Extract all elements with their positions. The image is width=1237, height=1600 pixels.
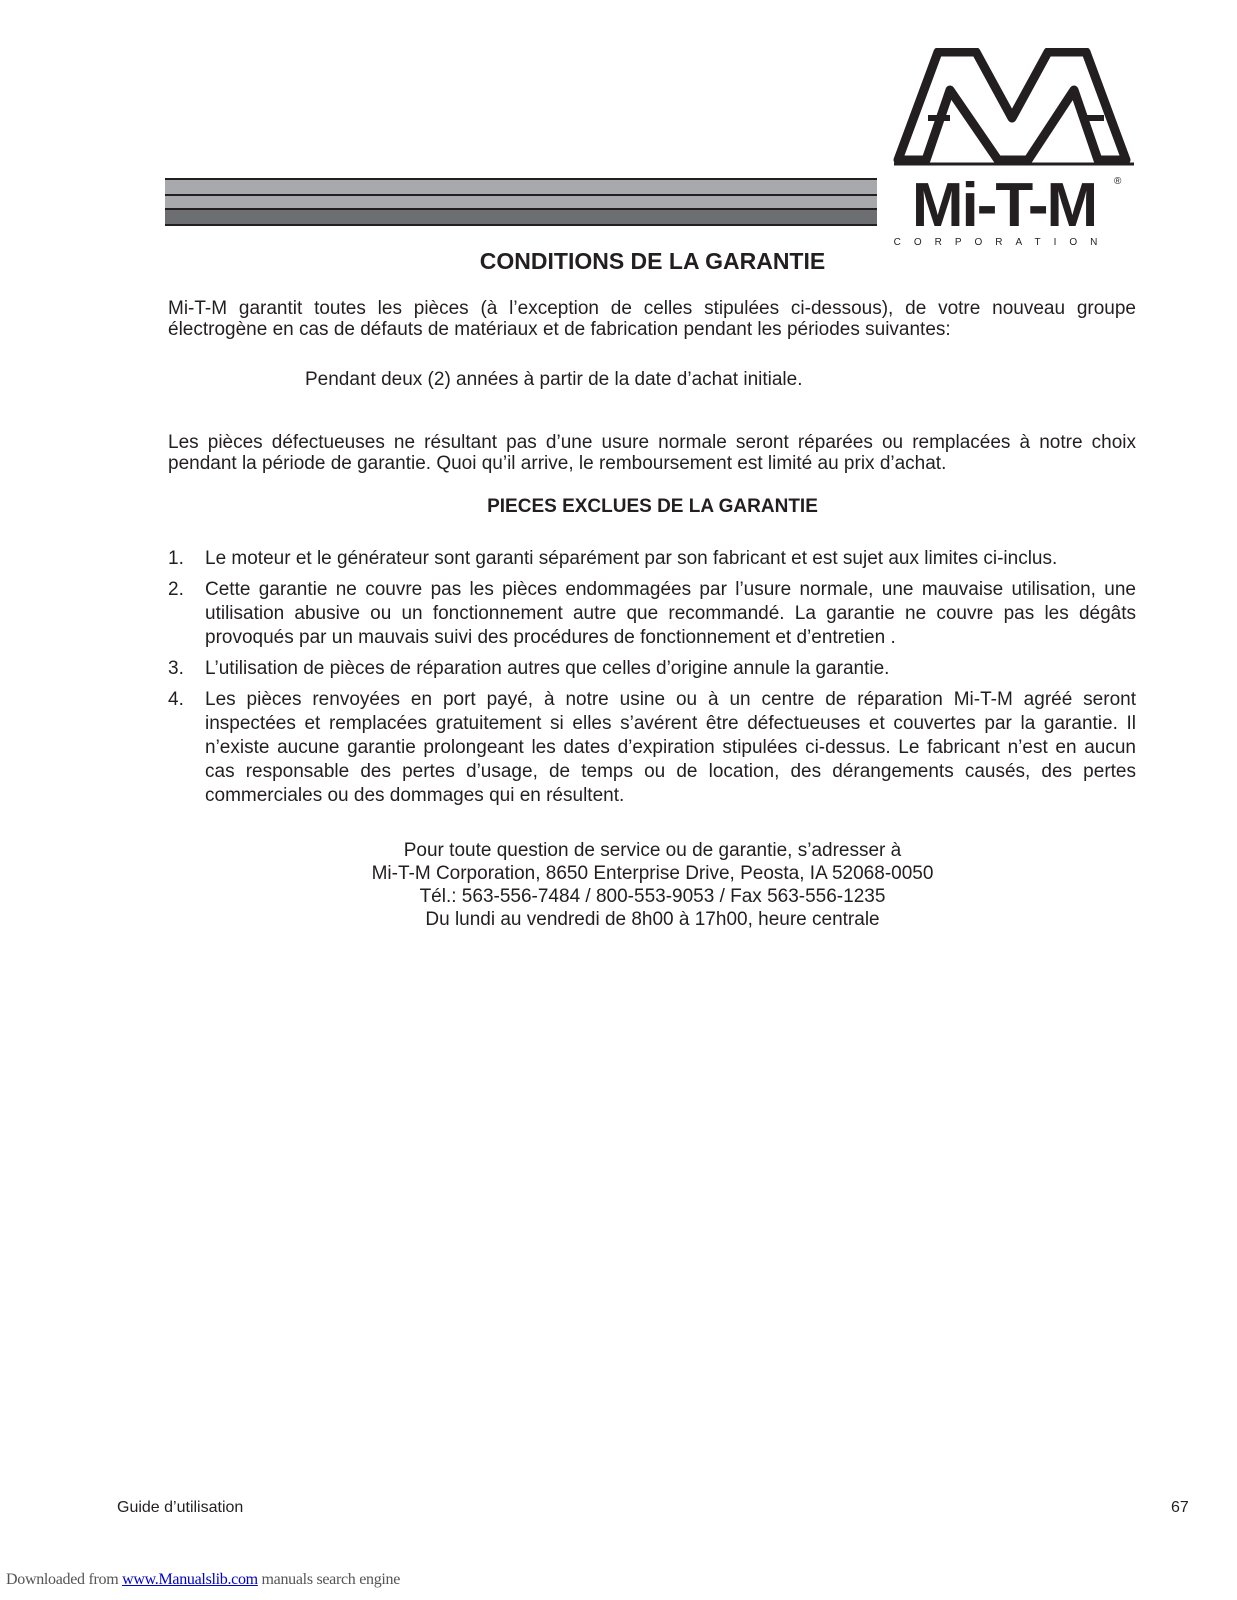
- list-item-text: Les pièces renvoyées en port payé, à notre usine ou à un centre de réparation Mi-T-M agréé seront inspectées et remplacées gratuitement si elles s’avérent être défectueuses et couvertes par la garantie. Il n’existe aucune garantie prolongeant les dates d’expiration stipulées ci-dessus. Le fabricant n’est en aucun cas responsable des pertes d’usage, de temps ou de location, des dérangements causés, des pertes commerciales ou des dommages qui en résultent.: [205, 689, 1136, 806]
- logo-brand: Mi-T-M: [911, 171, 1097, 240]
- defective-parts-paragraph: Les pièces défectueuses ne résultant pas d’une usure normale seront réparées ou remplacées à notre choix pendant la période de garantie. Quoi qu’il arrive, le remboursement est limité au prix d’achat.: [168, 432, 1136, 474]
- list-item-number: 3.: [168, 658, 184, 679]
- download-banner: [6, 1571, 400, 1589]
- contact-hours: Du lundi au vendredi de 8h00 à 17h00, heure centrale: [425, 909, 880, 930]
- manualslib-link[interactable]: www.Manualslib.com: [122, 1571, 258, 1588]
- page-title: CONDITIONS DE LA GARANTIE: [479, 248, 826, 274]
- exclusions-list: [168, 547, 1136, 815]
- list-item-text: L’utilisation de pièces de réparation autres que celles d’origine annule la garantie.: [205, 658, 890, 679]
- list-item: [168, 688, 1136, 808]
- intro-paragraph: Mi-T-M garantit toutes les pièces (à l’exception de celles stipulées ci-dessous), de votre nouveau groupe électrogène en cas de défauts de matériaux et de fabrication pendant les périodes suivantes:: [168, 298, 1136, 340]
- header-stripes: [165, 178, 877, 228]
- logo-subtitle: CORPORATION: [893, 237, 1111, 248]
- warranty-period: Pendant deux (2) années à partir de la date d’achat initiale.: [305, 369, 803, 390]
- page-number: 67: [1171, 1499, 1189, 1516]
- download-suffix: manuals search engine: [257, 1571, 401, 1588]
- list-item: [168, 657, 1136, 681]
- list-item-text: Cette garantie ne couvre pas les pièces endommagées par l’usure normale, une mauvaise utilisation, une utilisation abusive ou un fonctionnement autre que recommandé. La garantie ne couvre pas les dégâts provoqués par un mauvais suivi des procédures de fonctionnement et d’entretien .: [205, 579, 1136, 648]
- contact-block: [165, 839, 1140, 931]
- footer-guide-label: Guide d’utilisation: [117, 1499, 244, 1516]
- list-item-number: 4.: [168, 689, 184, 710]
- list-item: [168, 578, 1136, 650]
- logo-registered: ®: [1114, 176, 1122, 187]
- contact-line: Pour toute question de service ou de garantie, s’adresser à: [403, 840, 902, 861]
- download-prefix: Downloaded from: [6, 1571, 123, 1588]
- mitm-logo: [888, 48, 1144, 250]
- list-item-text: Le moteur et le générateur sont garanti séparément par son fabricant et est sujet aux limites ci-inclus.: [205, 548, 1058, 569]
- contact-address: Mi-T-M Corporation, 8650 Enterprise Drive, Peosta, IA 52068-0050: [371, 863, 934, 884]
- list-item-number: 1.: [168, 548, 184, 569]
- list-item-number: 2.: [168, 579, 184, 600]
- exclusions-title: PIECES EXCLUES DE LA GARANTIE: [487, 496, 818, 517]
- list-item: [168, 547, 1136, 571]
- contact-phone: Tél.: 563-556-7484 / 800-553-9053 / Fax 563-556-1235: [419, 886, 886, 907]
